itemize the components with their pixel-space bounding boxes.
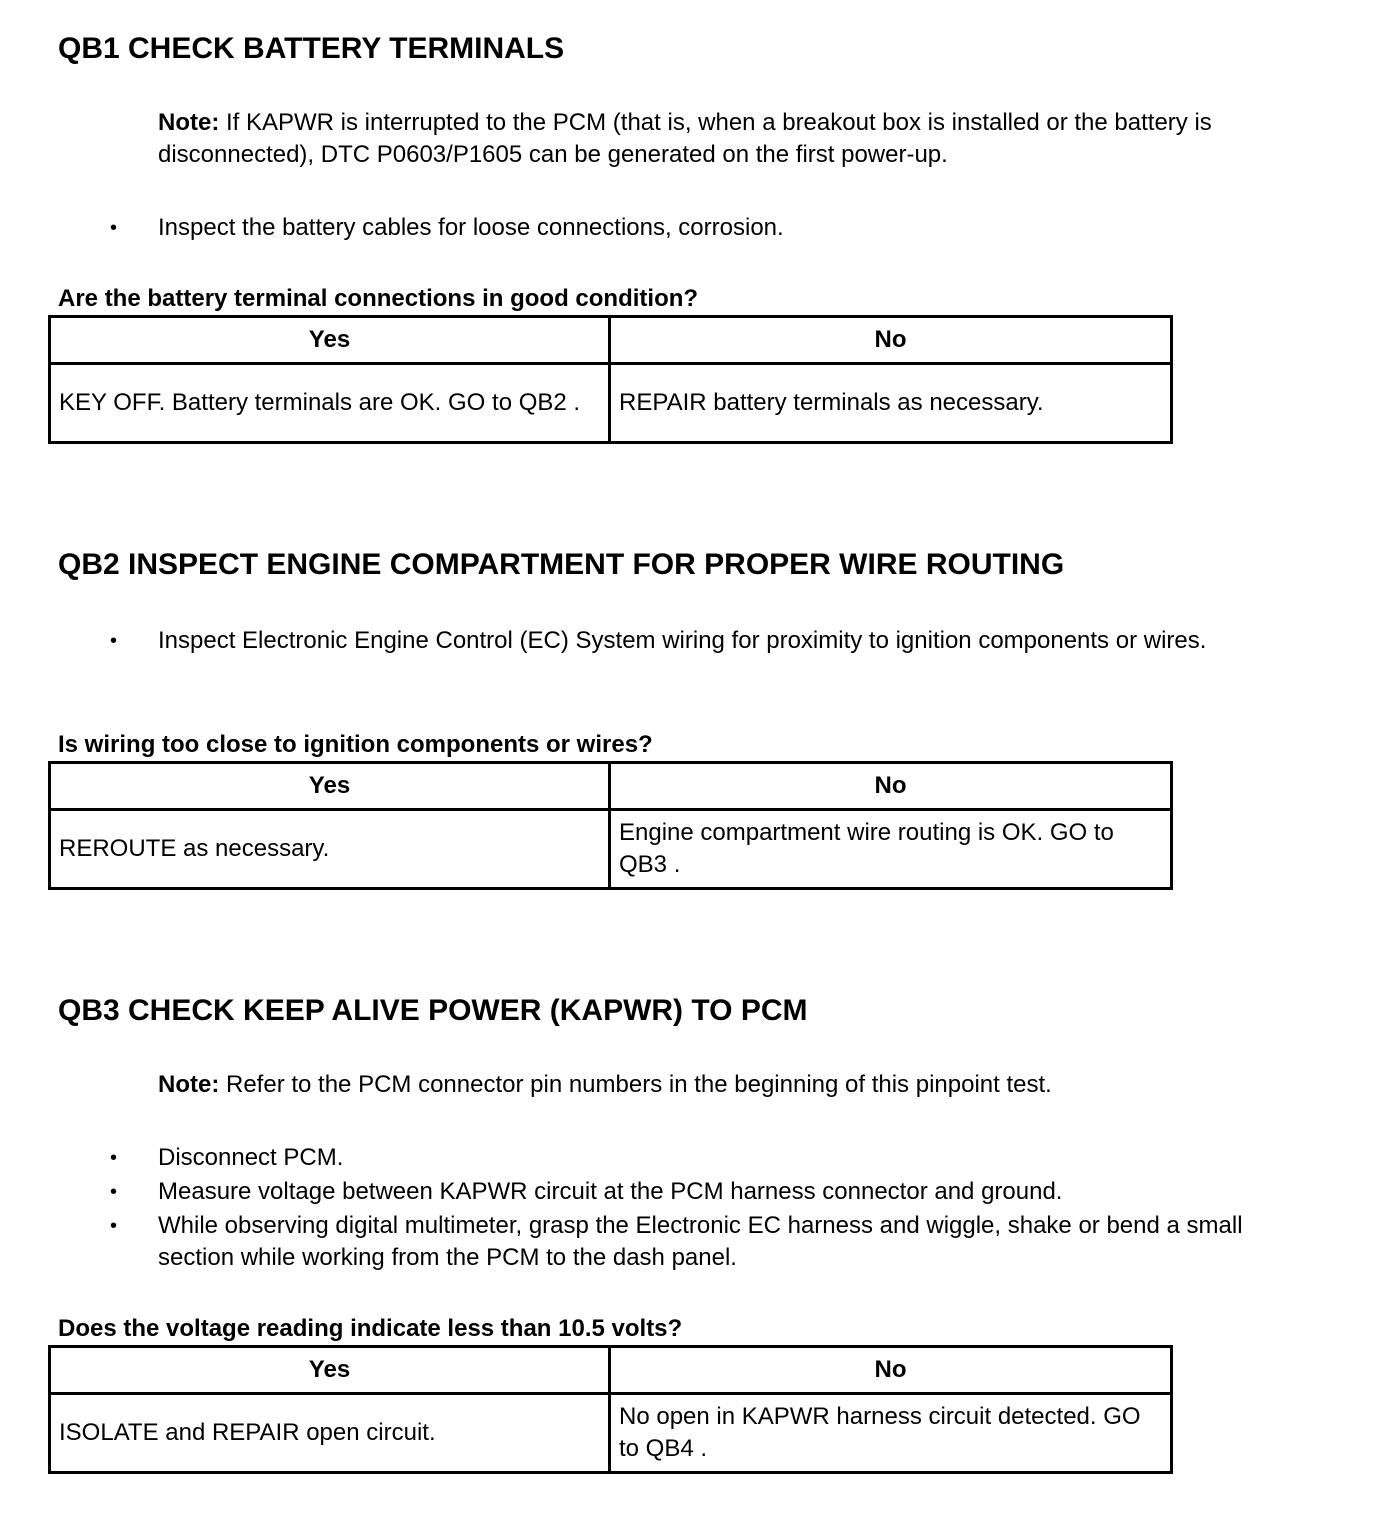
table-header-row [50, 763, 1172, 810]
section-heading: QB1 CHECK BATTERY TERMINALS [58, 32, 565, 65]
bullet-list [0, 625, 1376, 659]
no-cell: No open in KAPWR harness circuit detected. GO to QB4 . [610, 1394, 1172, 1473]
answer-table [48, 315, 1173, 444]
bullet-text: Measure voltage between KAPWR circuit at the PCM harness connector and ground. [158, 1178, 1063, 1205]
answer-table [48, 761, 1173, 890]
yes-header: Yes [50, 317, 610, 364]
list-item [0, 1210, 1268, 1274]
table-header-row [50, 1347, 1172, 1394]
table-row [50, 1394, 1172, 1473]
table-row [50, 364, 1172, 443]
section-heading: QB3 CHECK KEEP ALIVE POWER (KAPWR) TO PCM [58, 994, 808, 1027]
list-item [0, 1176, 1268, 1208]
bullet-list [0, 1142, 1376, 1276]
list-item [0, 212, 1268, 244]
no-cell: REPAIR battery terminals as necessary. [610, 364, 1172, 443]
no-header: No [610, 1347, 1172, 1394]
yes-header: Yes [50, 1347, 610, 1394]
table-row [50, 810, 1172, 889]
list-item [0, 1142, 1268, 1174]
bullet-icon: • [110, 1181, 118, 1203]
bullet-icon: • [110, 217, 118, 239]
yes-cell: REROUTE as necessary. [50, 810, 610, 889]
note-label: Note: [158, 1071, 220, 1098]
question: Does the voltage reading indicate less than 10.5 volts? [58, 1315, 683, 1342]
bullet-text: Inspect Electronic Engine Control (EC) System wiring for proximity to ignition components or wires. [158, 627, 1207, 654]
yes-header: Yes [50, 763, 610, 810]
list-item [0, 625, 1268, 657]
section-heading: QB2 INSPECT ENGINE COMPARTMENT FOR PROPER WIRE ROUTING [58, 548, 1065, 581]
note-text: If KAPWR is interrupted to the PCM (that is, when a breakout box is installed or the battery is disconnected), DTC P0603/P1605 can be generated on the first power-up. [158, 109, 1212, 168]
question: Is wiring too close to ignition components or wires? [58, 731, 653, 758]
bullet-icon: • [110, 630, 118, 652]
table-header-row [50, 317, 1172, 364]
note [158, 1069, 1278, 1101]
note [158, 107, 1278, 171]
answer-table [48, 1345, 1173, 1474]
no-header: No [610, 317, 1172, 364]
bullet-text: Inspect the battery cables for loose connections, corrosion. [158, 214, 784, 241]
yes-cell: ISOLATE and REPAIR open circuit. [50, 1394, 610, 1473]
note-text: Refer to the PCM connector pin numbers in the beginning of this pinpoint test. [219, 1071, 1052, 1098]
bullet-icon: • [110, 1147, 118, 1169]
bullet-text: Disconnect PCM. [158, 1144, 344, 1171]
yes-cell: KEY OFF. Battery terminals are OK. GO to QB2 . [50, 364, 610, 443]
no-header: No [610, 763, 1172, 810]
no-cell: Engine compartment wire routing is OK. GO to QB3 . [610, 810, 1172, 889]
bullet-icon: • [110, 1215, 118, 1237]
bullet-text: While observing digital multimeter, grasp the Electronic EC harness and wiggle, shake or bend a small section while working from the PCM to the dash panel. [158, 1212, 1243, 1271]
note-label: Note: [158, 109, 220, 136]
bullet-list [0, 212, 1376, 246]
question: Are the battery terminal connections in good condition? [58, 285, 699, 312]
